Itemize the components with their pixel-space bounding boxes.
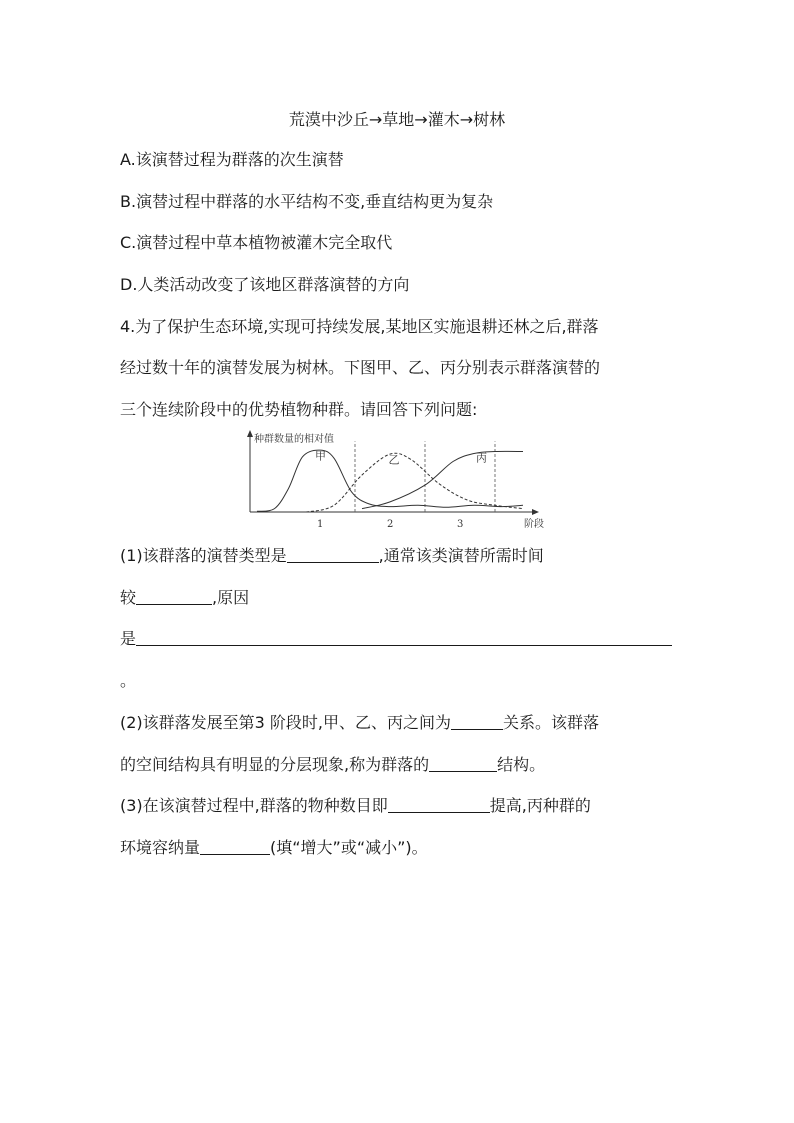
population-chart [236, 428, 546, 534]
q4-stem-line2: 经过数十年的演替发展为树林。下图甲、乙、丙分别表示群落演替的 [120, 358, 601, 377]
q3-line1 [120, 796, 591, 816]
series-label-1: 甲 [315, 449, 326, 463]
series-label-2: 乙 [388, 453, 400, 467]
q1-text-d: ,原因 [212, 588, 250, 607]
y-axis-label: 种群数量的相对值 [254, 434, 334, 445]
q3-text-c: 环境容纳量 [120, 838, 201, 857]
q2-blank-structure[interactable] [429, 755, 497, 772]
x-axis-label: 阶段 [524, 519, 544, 530]
q1-text-c: 较 [120, 588, 137, 607]
q4-stem-line1: 4.为了保护生态环境,实现可持续发展,某地区实施退耕还林之后,群落 [120, 317, 599, 336]
q2-line1 [120, 713, 599, 733]
q2-line2 [120, 755, 545, 775]
option-c: C.演替过程中草本植物被灌木完全取代 [120, 233, 393, 252]
q3-blank-diversity[interactable] [388, 796, 490, 813]
q3-line2 [120, 838, 428, 858]
q3-blank-capacity[interactable] [200, 838, 270, 855]
q3-text-a: (3)在该演替过程中,群落的物种数目即 [120, 796, 388, 815]
option-b: B.演替过程中群落的水平结构不变,垂直结构更为复杂 [120, 192, 494, 211]
option-a: A.该演替过程为群落的次生演替 [120, 150, 344, 169]
q1-line1 [120, 546, 544, 566]
q3-text-b: 提高,丙种群的 [489, 796, 591, 815]
x-tick-1: 1 [317, 519, 324, 530]
q2-text-d: 结构。 [497, 755, 546, 774]
x-tick-2: 2 [387, 519, 394, 530]
q1-text-f: 。 [120, 671, 137, 690]
q1-blank-time[interactable] [136, 588, 212, 605]
succession-chain: 荒漠中沙丘→草地→灌木→树林 [288, 110, 506, 129]
q4-stem-line3: 三个连续阶段中的优势植物种群。请回答下列问题: [120, 400, 478, 419]
q1-text-b: ,通常该类演替所需时间 [378, 546, 544, 565]
x-tick-3: 3 [457, 519, 464, 530]
q2-text-b: 关系。该群落 [503, 713, 600, 732]
q1-text-e: 是 [120, 629, 137, 648]
q2-text-c: 的空间结构具有明显的分层现象,称为群落的 [120, 755, 430, 774]
q1-blank-type[interactable] [287, 546, 379, 563]
q1-line4 [120, 671, 136, 691]
q3-text-d: (填“增大”或“减小”)。 [270, 838, 428, 857]
x-axis-arrow [532, 509, 539, 515]
q1-blank-reason[interactable] [136, 629, 672, 646]
series-label-3: 丙 [476, 451, 487, 465]
series-line-3 [362, 451, 523, 508]
q1-text-a: (1)该群落的演替类型是 [120, 546, 287, 565]
y-axis-arrow [247, 430, 253, 437]
option-d: D.人类活动改变了该地区群落演替的方向 [120, 275, 410, 294]
q2-blank-relation[interactable] [451, 713, 503, 730]
q2-text-a: (2)该群落发展至第3 阶段时,甲、乙、丙之间为 [120, 713, 452, 732]
series-line-2 [306, 453, 523, 512]
q1-line3 [120, 629, 672, 649]
q1-line2 [120, 588, 249, 608]
